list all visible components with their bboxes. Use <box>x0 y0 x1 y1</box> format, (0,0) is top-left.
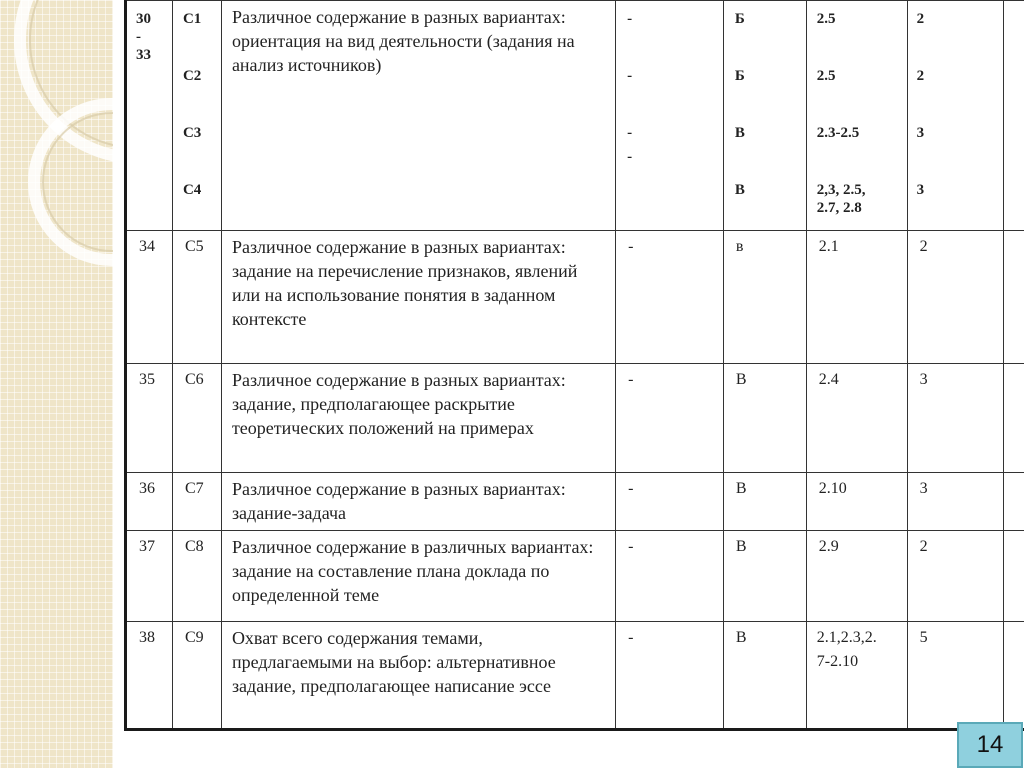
specification-table <box>124 0 1024 731</box>
dash-value: - <box>627 125 633 141</box>
section-cell: 2.1,2.3,2. 7-2.10 <box>806 622 907 730</box>
empty-cell <box>1004 231 1024 364</box>
level-value: Б <box>734 68 745 84</box>
dash-cell: - <box>616 531 724 622</box>
empty-cell <box>1004 622 1024 730</box>
task-number-cell: 38 <box>126 622 173 730</box>
dash-cell: - <box>616 622 724 730</box>
level-value: Б <box>734 11 745 27</box>
level-cell <box>723 1 806 231</box>
section-cell: 2.9 <box>806 531 907 622</box>
task-description-cell: Различное содержание в разных вариантах: задание-задача <box>221 473 615 531</box>
level-cell: В <box>723 622 806 730</box>
points-cell <box>907 1 1004 231</box>
table-row <box>126 531 1024 622</box>
level-value: В <box>734 125 745 141</box>
table-row <box>126 364 1024 473</box>
dash-cell: - <box>616 473 724 531</box>
task-code: С2 <box>182 68 202 84</box>
points-cell: 2 <box>907 531 1004 622</box>
task-code: С3 <box>182 125 202 141</box>
points-value: 3 <box>916 125 925 141</box>
level-cell: В <box>723 473 806 531</box>
slide-page-number: 14 <box>957 722 1023 768</box>
dash-cell: - <box>616 364 724 473</box>
level-cell: в <box>723 231 806 364</box>
points-value: 2 <box>916 68 925 84</box>
task-code: С1 <box>182 11 202 27</box>
empty-cell <box>1004 531 1024 622</box>
empty-cell <box>1004 1 1024 231</box>
level-cell: В <box>723 364 806 473</box>
section-cell: 2.4 <box>806 364 907 473</box>
table-row <box>126 473 1024 531</box>
task-code-cell: С9 <box>172 622 221 730</box>
task-code-cell: С6 <box>172 364 221 473</box>
task-code-cell: С7 <box>172 473 221 531</box>
task-number-cell: 30 - 33 <box>126 1 173 231</box>
section-value: 2.3-2.5 <box>816 125 860 141</box>
decorative-left-panel <box>0 0 113 768</box>
level-cell: В <box>723 531 806 622</box>
section-value: 2,3, 2.5, 2.7, 2.8 <box>816 182 866 216</box>
task-description-cell: Охват всего содержания темами, предлагаемыми на выбор: альтернативное задание, предполагающее написание эссе <box>221 622 615 730</box>
task-code-cell: С8 <box>172 531 221 622</box>
task-description-cell: Различное содержание в разных вариантах: задание, предполагающее раскрытие теоретических положений на примерах <box>221 364 615 473</box>
points-cell: 3 <box>907 473 1004 531</box>
dash-cell: - <box>616 231 724 364</box>
task-number-cell: 36 <box>126 473 173 531</box>
points-value: 2 <box>916 11 925 27</box>
points-cell: 2 <box>907 231 1004 364</box>
task-number-cell: 35 <box>126 364 173 473</box>
task-number-cell: 37 <box>126 531 173 622</box>
dash-value: - <box>627 11 633 27</box>
level-value: В <box>734 182 745 198</box>
table-row <box>126 231 1024 364</box>
dash-cell <box>616 1 724 231</box>
task-code-cell: С5 <box>172 231 221 364</box>
section-cell <box>806 1 907 231</box>
empty-cell <box>1004 473 1024 531</box>
task-description-cell: Различное содержание в разных вариантах: задание на перечисление признаков, явлений или на использование понятия в заданном контексте <box>221 231 615 364</box>
task-description-cell: Различное содержание в различных вариантах: задание на составление плана доклада по определенной теме <box>221 531 615 622</box>
section-value: 2.5 <box>816 11 836 27</box>
section-value: 2.5 <box>816 68 836 84</box>
task-description-cell: Различное содержание в разных вариантах: ориентация на вид деятельности (задания на анализ источников) <box>221 1 615 231</box>
points-cell: 3 <box>907 364 1004 473</box>
points-value: 3 <box>916 182 925 198</box>
task-code-cell <box>172 1 221 231</box>
table-row <box>126 622 1024 730</box>
task-code: С4 <box>182 182 202 198</box>
table-row <box>126 1 1024 231</box>
points-cell: 5 <box>907 622 1004 730</box>
section-cell: 2.1 <box>806 231 907 364</box>
task-number-cell: 34 <box>126 231 173 364</box>
decorative-rings <box>0 0 113 768</box>
dash-value: - <box>627 68 633 84</box>
section-cell: 2.10 <box>806 473 907 531</box>
empty-cell <box>1004 364 1024 473</box>
dash-value: - <box>627 149 633 165</box>
